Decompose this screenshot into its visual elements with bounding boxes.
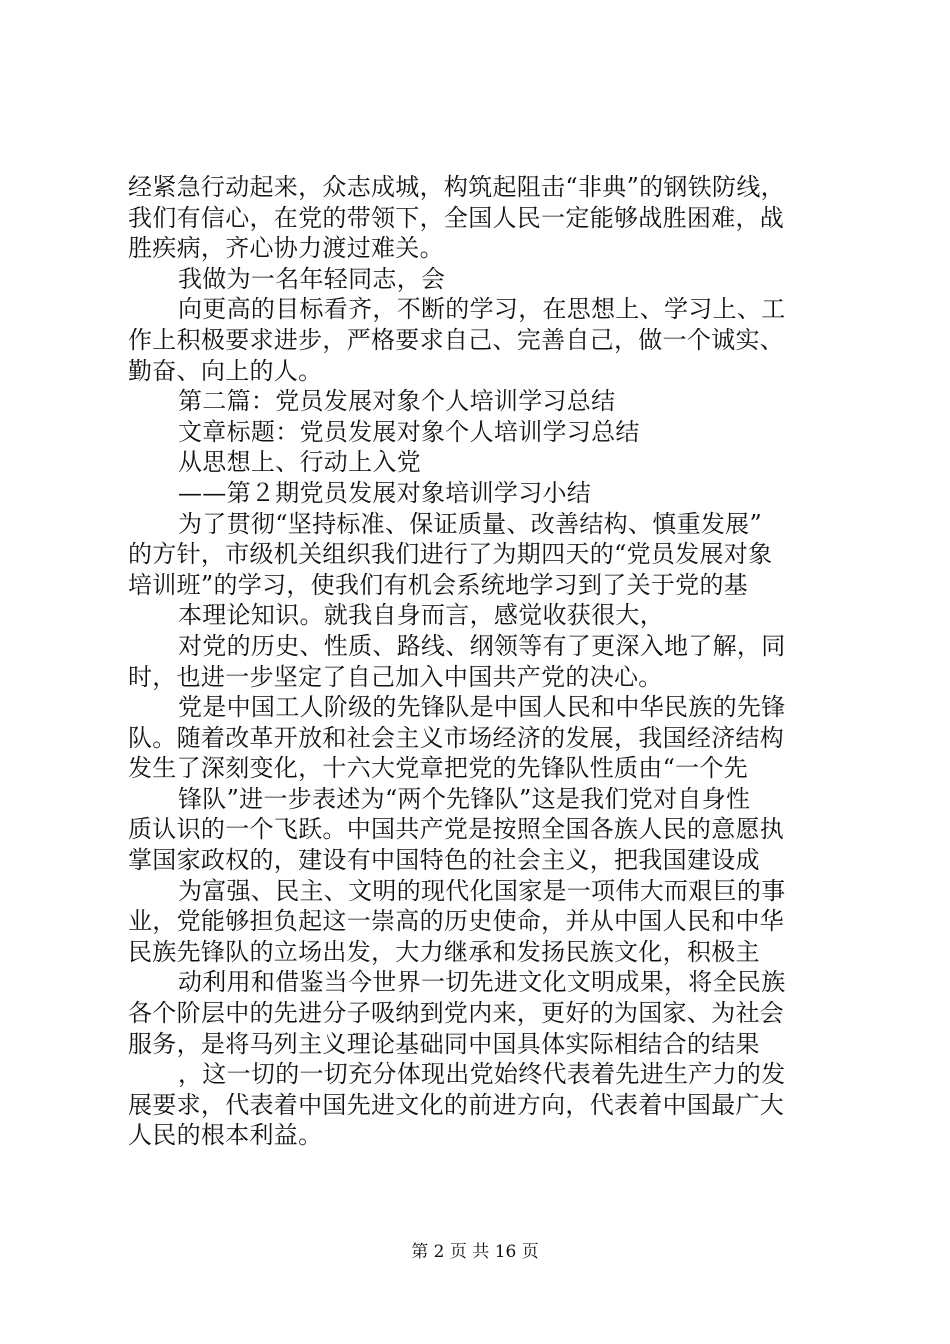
text-line: 为了贯彻“坚持标准、保证质量、改善结构、慎重发展” xyxy=(178,509,763,538)
text-line: 动利用和借鉴当今世界一切先进文化文明成果，将全民族 xyxy=(178,968,786,997)
text-line: 我们有信心，在党的带领下，全国人民一定能够战胜困难，战 xyxy=(128,203,785,232)
text-line: 掌国家政权的，建设有中国特色的社会主义，把我国建设成 xyxy=(128,846,760,875)
text-line: 民族先锋队的立场出发，大力继承和发扬民族文化，积极主 xyxy=(128,937,760,966)
text-line: 党是中国工人阶级的先锋队是中国人民和中华民族的先锋 xyxy=(178,693,786,722)
text-line: 经紧急行动起来，众志成城，构筑起阻击“非典”的钢铁防线， xyxy=(128,173,785,201)
text-line: 业，党能够担负起这一崇高的历史使命，并从中国人民和中华 xyxy=(128,907,785,936)
text-line: 锋队”进一步表述为“两个先锋队”这是我们党对自身性 xyxy=(178,784,751,813)
text-line: ——第２期党员发展对象培训学习小结 xyxy=(178,478,592,507)
text-line: 展要求，代表着中国先进文化的前进方向，代表着中国最广大 xyxy=(128,1090,785,1119)
text-line: 队。随着改革开放和社会主义市场经济的发展，我国经济结构 xyxy=(128,723,785,752)
text-line: 发生了深刻变化，十六大党章把党的先锋队性质由“一个先 xyxy=(128,754,749,783)
text-line: 作上积极要求进步，严格要求自己、完善自己，做一个诚实、 xyxy=(128,325,785,354)
text-line: 胜疾病，齐心协力渡过难关。 xyxy=(128,234,444,263)
text-line: 文章标题：党员发展对象个人培训学习总结 xyxy=(178,417,640,446)
text-line: 对党的历史、性质、路线、纲领等有了更深入地了解，同 xyxy=(178,631,786,660)
text-line: 本理论知识。就我自身而言，感觉收获很大， xyxy=(178,601,664,630)
text-line: 为富强、民主、文明的现代化国家是一项伟大而艰巨的事 xyxy=(178,876,786,905)
text-line: 第二篇：党员发展对象个人培训学习总结 xyxy=(178,387,616,416)
text-line: 我做为一名年轻同志，会 xyxy=(178,264,446,293)
text-line: 从思想上、行动上入党 xyxy=(178,448,421,477)
page-footer: 第 2 页 共 16 页 xyxy=(411,1242,539,1262)
text-line: ，这一切的一切充分体现出党始终代表着先进生产力的发 xyxy=(178,1060,786,1089)
text-line: 人民的根本利益。 xyxy=(128,1121,323,1150)
text-line: 勤奋、向上的人。 xyxy=(128,356,323,385)
text-line: 向更高的目标看齐，不断的学习，在思想上、学习上、工 xyxy=(178,295,786,324)
text-line: 的方针，市级机关组织我们进行了为期四天的“党员发展对象 xyxy=(128,540,773,569)
text-line: 质认识的一个飞跃。中国共产党是按照全国各族人民的意愿执 xyxy=(128,815,785,844)
text-line: 各个阶层中的先进分子吸纳到党内来，更好的为国家、为社会 xyxy=(128,999,785,1028)
document-body xyxy=(128,172,840,1151)
text-line: 时，也进一步坚定了自己加入中国共产党的决心。 xyxy=(128,662,663,691)
text-line: 服务，是将马列主义理论基础同中国具体实际相结合的结果 xyxy=(128,1029,760,1058)
text-line: 培训班”的学习，使我们有机会系统地学习到了关于党的基 xyxy=(128,570,749,599)
